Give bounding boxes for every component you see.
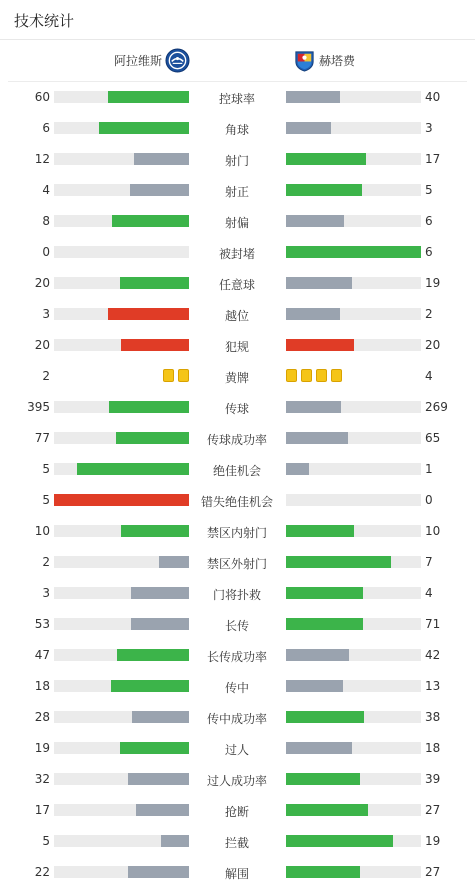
home-stat-value: 60	[34, 90, 50, 104]
away-stat-value: 13	[425, 679, 441, 693]
home-stat-value: 18	[34, 679, 50, 693]
page-header	[0, 0, 475, 40]
away-stat-value: 65	[425, 431, 441, 445]
yellow-card-icon	[286, 369, 297, 382]
away-stat-value: 1	[425, 462, 433, 476]
home-stat-bar-fill	[99, 122, 189, 134]
home-stat-bar-fill	[121, 525, 189, 537]
home-stat-bar	[54, 432, 189, 444]
stat-label: 错失绝佳机会	[200, 495, 273, 509]
stat-label: 长传成功率	[206, 650, 267, 664]
stat-row	[0, 826, 475, 857]
stat-row	[0, 423, 475, 454]
away-stat-bar-fill	[286, 742, 352, 754]
stat-label: 犯规	[224, 340, 249, 354]
stat-label: 射偏	[224, 216, 249, 230]
stat-row	[0, 485, 475, 516]
away-yellow-cards	[286, 369, 342, 382]
home-stat-bar	[54, 184, 189, 196]
home-stat-value: 77	[34, 431, 50, 445]
stat-label: 被封堵	[218, 247, 255, 261]
stat-label: 射正	[224, 185, 249, 199]
stat-row	[0, 175, 475, 206]
away-stat-value: 4	[425, 369, 433, 383]
stat-row	[0, 361, 475, 392]
home-stat-bar	[54, 308, 189, 320]
away-stat-value: 6	[425, 214, 433, 228]
away-stat-bar	[286, 587, 421, 599]
away-stat-bar	[286, 525, 421, 537]
away-stat-value: 27	[425, 803, 441, 817]
home-stat-bar-fill	[121, 339, 189, 351]
away-stat-bar-fill	[286, 649, 349, 661]
stat-label: 黄牌	[224, 371, 249, 385]
away-stat-bar	[286, 91, 421, 103]
away-stat-bar	[286, 463, 421, 475]
away-stat-value: 19	[425, 276, 441, 290]
home-stat-bar	[54, 494, 189, 506]
stat-label: 传中成功率	[206, 712, 267, 726]
stat-label: 传球成功率	[206, 433, 267, 447]
away-stat-bar	[286, 866, 421, 878]
home-stat-value: 28	[34, 710, 50, 724]
away-stat-bar-fill	[286, 277, 352, 289]
teams-header	[8, 41, 467, 82]
stat-row	[0, 237, 475, 268]
home-stat-value: 53	[34, 617, 50, 631]
home-stat-bar	[54, 277, 189, 289]
stat-label: 拦截	[224, 836, 249, 850]
stat-row	[0, 268, 475, 299]
stat-row	[0, 764, 475, 795]
stat-label: 任意球	[218, 278, 255, 292]
away-stat-bar-fill	[286, 401, 341, 413]
home-stat-bar	[54, 556, 189, 568]
stat-row	[0, 795, 475, 826]
page-title: 技术统计	[14, 12, 75, 30]
home-stat-value: 8	[42, 214, 50, 228]
stat-row	[0, 330, 475, 361]
home-stat-bar	[54, 742, 189, 754]
stat-row	[0, 392, 475, 423]
stat-row	[0, 547, 475, 578]
home-stat-value: 12	[34, 152, 50, 166]
home-stat-value: 5	[42, 834, 50, 848]
away-stat-bar-fill	[286, 153, 366, 165]
stat-row	[0, 857, 475, 888]
stat-row	[0, 82, 475, 113]
home-stat-value: 47	[34, 648, 50, 662]
stat-row	[0, 299, 475, 330]
away-stat-value: 6	[425, 245, 433, 259]
stat-label: 控球率	[218, 92, 255, 106]
home-stat-bar-fill	[77, 463, 189, 475]
home-stat-bar-fill	[159, 556, 189, 568]
home-stat-bar	[54, 246, 189, 258]
away-stat-bar	[286, 556, 421, 568]
away-stat-bar	[286, 649, 421, 661]
home-stat-bar-fill	[130, 184, 189, 196]
stat-row	[0, 733, 475, 764]
yellow-card-icon	[178, 369, 189, 382]
stat-label: 过人成功率	[206, 774, 267, 788]
home-stat-value: 2	[42, 555, 50, 569]
yellow-card-icon	[301, 369, 312, 382]
away-stat-bar-fill	[286, 246, 421, 258]
stat-label: 禁区内射门	[206, 526, 267, 540]
home-stat-bar	[54, 773, 189, 785]
home-stat-value: 10	[34, 524, 50, 538]
away-stat-bar-fill	[286, 773, 360, 785]
home-stat-bar-fill	[120, 742, 189, 754]
away-stat-bar	[286, 339, 421, 351]
away-stat-bar	[286, 401, 421, 413]
home-stat-value: 20	[34, 338, 50, 352]
home-stat-value: 3	[42, 586, 50, 600]
home-stat-bar-fill	[120, 277, 189, 289]
home-stat-value: 5	[42, 462, 50, 476]
home-stat-bar	[54, 804, 189, 816]
alaves-crest-icon	[165, 48, 190, 73]
stat-label: 门将扑救	[212, 588, 261, 602]
away-stat-bar	[286, 742, 421, 754]
home-yellow-cards	[163, 369, 189, 382]
away-stat-value: 39	[425, 772, 441, 786]
stat-row	[0, 516, 475, 547]
away-stat-value: 269	[425, 400, 448, 414]
away-stat-bar	[286, 773, 421, 785]
home-stat-bar	[54, 525, 189, 537]
away-stat-bar	[286, 153, 421, 165]
home-stat-value: 3	[42, 307, 50, 321]
away-stat-value: 3	[425, 121, 433, 135]
home-stat-bar	[54, 215, 189, 227]
home-stat-bar	[54, 587, 189, 599]
stat-label: 禁区外射门	[206, 557, 267, 571]
home-stat-value: 17	[34, 803, 50, 817]
away-stat-bar-fill	[286, 339, 354, 351]
home-stat-value: 32	[34, 772, 50, 786]
stat-label: 射门	[224, 154, 249, 168]
stat-label: 过人	[224, 743, 249, 757]
stat-row	[0, 113, 475, 144]
away-stat-value: 18	[425, 741, 441, 755]
stat-row	[0, 144, 475, 175]
home-stat-bar-fill	[161, 835, 189, 847]
stat-row	[0, 702, 475, 733]
home-stat-bar	[54, 866, 189, 878]
home-stat-bar	[54, 401, 189, 413]
home-stat-value: 6	[42, 121, 50, 135]
away-stat-value: 40	[425, 90, 441, 104]
home-stat-bar-fill	[108, 91, 189, 103]
home-stat-bar-fill	[111, 680, 189, 692]
away-stat-value: 38	[425, 710, 441, 724]
home-stat-bar-fill	[131, 618, 189, 630]
away-stat-bar	[286, 494, 421, 506]
away-stat-value: 4	[425, 586, 433, 600]
stat-label: 传中	[224, 681, 249, 695]
stat-row	[0, 206, 475, 237]
away-stat-bar-fill	[286, 835, 393, 847]
away-stat-bar	[286, 618, 421, 630]
away-stat-bar-fill	[286, 184, 362, 196]
away-stat-bar-fill	[286, 587, 363, 599]
getafe-crest-icon	[292, 48, 317, 73]
home-stat-bar	[54, 122, 189, 134]
home-stat-bar	[54, 835, 189, 847]
home-stat-bar	[54, 91, 189, 103]
away-stat-bar	[286, 680, 421, 692]
away-team-name: 赫塔费	[319, 54, 356, 68]
home-stat-bar-fill	[54, 494, 189, 506]
home-stat-value: 2	[42, 369, 50, 383]
stat-label: 越位	[224, 309, 249, 323]
yellow-card-icon	[331, 369, 342, 382]
home-stat-bar-fill	[134, 153, 189, 165]
away-stat-bar-fill	[286, 556, 391, 568]
away-stat-bar-fill	[286, 215, 344, 227]
home-stat-value: 5	[42, 493, 50, 507]
away-stat-value: 2	[425, 307, 433, 321]
away-stat-value: 0	[425, 493, 433, 507]
home-stat-bar	[54, 649, 189, 661]
home-stat-bar	[54, 463, 189, 475]
home-stat-value: 19	[34, 741, 50, 755]
away-stat-value: 17	[425, 152, 441, 166]
home-stat-bar-fill	[109, 401, 189, 413]
away-stat-bar	[286, 215, 421, 227]
home-stat-bar	[54, 618, 189, 630]
away-stat-value: 19	[425, 834, 441, 848]
away-stat-value: 20	[425, 338, 441, 352]
home-stat-bar-fill	[132, 711, 189, 723]
home-stat-value: 0	[42, 245, 50, 259]
away-stat-value: 42	[425, 648, 441, 662]
home-stat-bar-fill	[117, 649, 189, 661]
away-stat-bar-fill	[286, 680, 343, 692]
away-stat-bar	[286, 122, 421, 134]
home-stat-bar	[54, 153, 189, 165]
away-stat-bar	[286, 184, 421, 196]
away-stat-bar	[286, 835, 421, 847]
away-stat-value: 7	[425, 555, 433, 569]
stat-label: 解围	[224, 867, 249, 881]
stat-row	[0, 640, 475, 671]
stat-label: 传球	[224, 402, 249, 416]
home-stat-value: 20	[34, 276, 50, 290]
away-stat-bar	[286, 804, 421, 816]
stats-list	[0, 82, 475, 888]
away-stat-bar-fill	[286, 711, 364, 723]
stat-label: 角球	[224, 123, 249, 137]
away-stat-bar-fill	[286, 432, 348, 444]
away-stat-bar	[286, 246, 421, 258]
home-stat-value: 4	[42, 183, 50, 197]
home-stat-bar-fill	[128, 866, 189, 878]
away-stat-bar-fill	[286, 525, 354, 537]
stat-row	[0, 454, 475, 485]
home-stat-bar-fill	[131, 587, 189, 599]
away-stat-bar-fill	[286, 122, 331, 134]
stat-row	[0, 609, 475, 640]
away-stat-bar-fill	[286, 308, 340, 320]
yellow-card-icon	[163, 369, 174, 382]
stat-label: 长传	[224, 619, 249, 633]
away-stat-value: 27	[425, 865, 441, 879]
home-stat-value: 395	[27, 400, 50, 414]
home-stat-bar	[54, 339, 189, 351]
away-stat-bar	[286, 711, 421, 723]
home-stat-bar	[54, 711, 189, 723]
away-stat-value: 5	[425, 183, 433, 197]
away-stat-bar-fill	[286, 804, 368, 816]
away-stat-bar-fill	[286, 463, 309, 475]
away-stat-value: 71	[425, 617, 441, 631]
home-stat-bar-fill	[128, 773, 189, 785]
home-stat-bar-fill	[112, 215, 189, 227]
stat-label: 绝佳机会	[212, 464, 261, 478]
away-stat-bar	[286, 277, 421, 289]
home-stat-bar	[54, 680, 189, 692]
stat-row	[0, 578, 475, 609]
away-stat-bar	[286, 432, 421, 444]
home-stat-bar-fill	[116, 432, 189, 444]
away-stat-bar-fill	[286, 91, 340, 103]
home-stat-bar-fill	[136, 804, 189, 816]
home-stat-bar-fill	[108, 308, 189, 320]
stat-row	[0, 671, 475, 702]
away-stat-value: 10	[425, 524, 441, 538]
yellow-card-icon	[316, 369, 327, 382]
stat-label: 抢断	[224, 805, 249, 819]
away-stat-bar-fill	[286, 618, 363, 630]
away-stat-bar	[286, 308, 421, 320]
away-stat-bar-fill	[286, 866, 360, 878]
home-stat-value: 22	[34, 865, 50, 879]
home-team-name: 阿拉维斯	[113, 54, 162, 68]
